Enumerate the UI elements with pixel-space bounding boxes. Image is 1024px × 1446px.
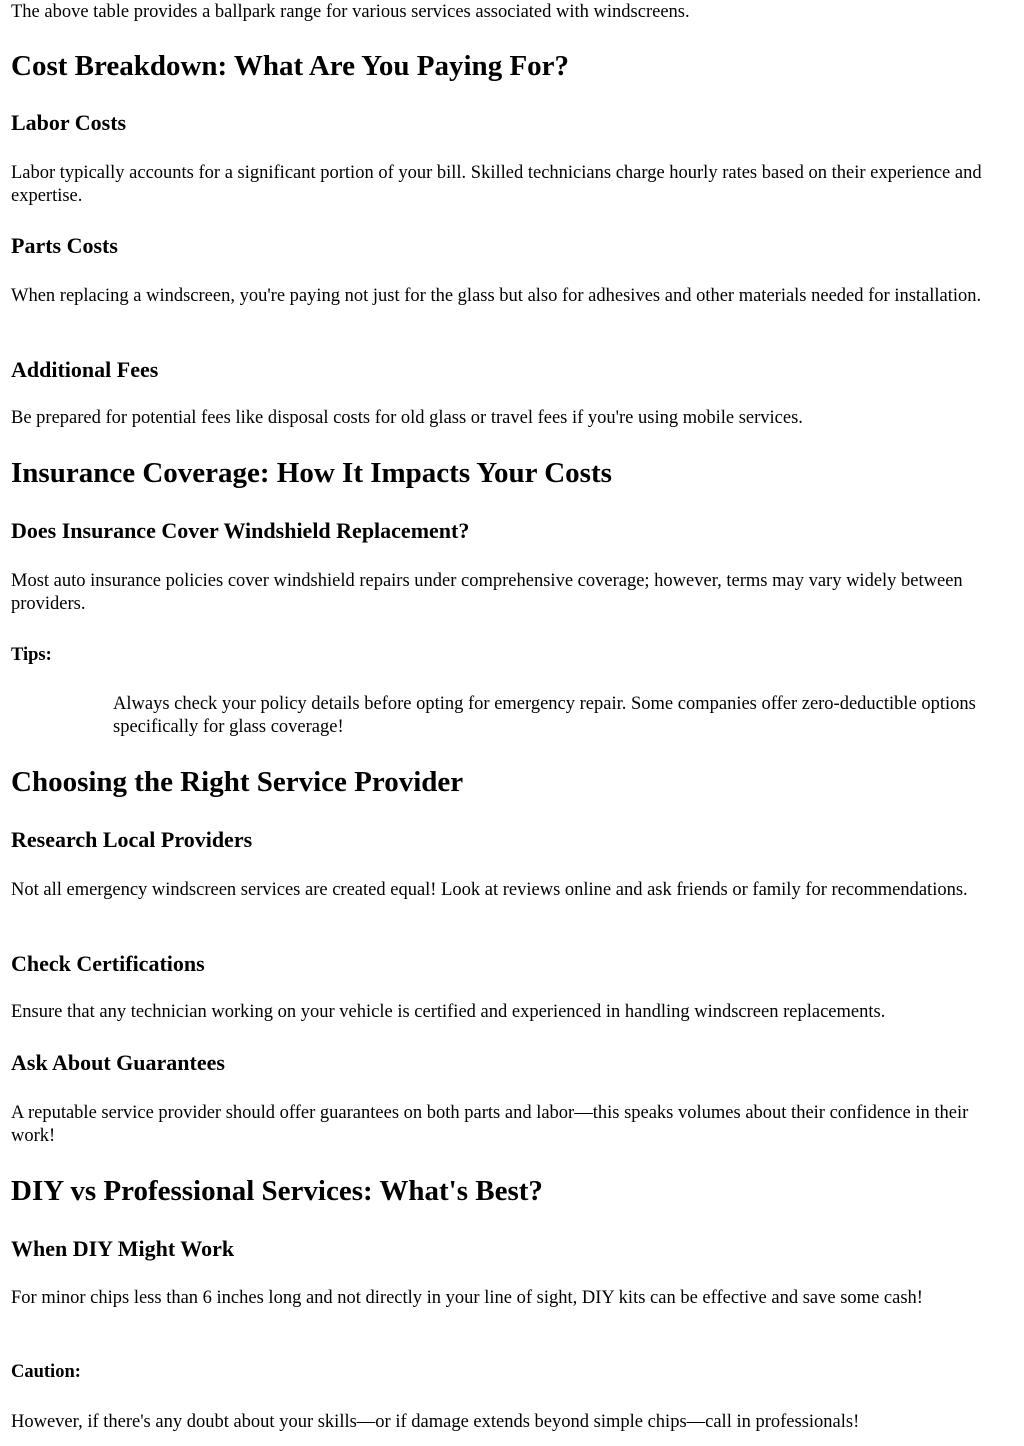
paragraph-when-diy: For minor chips less than 6 inches long and not directly in your line of sight, DIY kits can be effective and save some cash! bbox=[11, 1288, 923, 1308]
heading-check-certifications: Check Certifications bbox=[11, 951, 205, 976]
blockquote-tips: Always check your policy details before opting for emergency repair. Some companies offer zero-deductible options specifically for glass coverage! bbox=[113, 694, 976, 737]
intro-paragraph: The above table provides a ballpark range for various services associated with windscreens. bbox=[11, 2, 690, 22]
heading-labor-costs: Labor Costs bbox=[11, 110, 127, 135]
paragraph-caution: However, if there's any doubt about your skills—or if damage extends beyond simple chips—call in professionals! bbox=[11, 1412, 860, 1432]
paragraph-additional-fees: Be prepared for potential fees like disposal costs for old glass or travel fees if you're using mobile services. bbox=[11, 408, 803, 428]
heading-insurance-coverage: Insurance Coverage: How It Impacts Your Costs bbox=[11, 457, 612, 489]
heading-insurance-cover: Does Insurance Cover Windshield Replacement? bbox=[11, 518, 470, 543]
heading-when-diy: When DIY Might Work bbox=[11, 1236, 235, 1261]
heading-additional-fees: Additional Fees bbox=[11, 357, 159, 382]
heading-parts-costs: Parts Costs bbox=[11, 233, 118, 258]
paragraph-parts-costs: When replacing a windscreen, you're paying not just for the glass but also for adhesives and other materials needed for installation. bbox=[11, 286, 982, 306]
paragraph-research-providers: Not all emergency windscreen services are created equal! Look at reviews online and ask friends or family for recommendations. bbox=[11, 880, 968, 900]
paragraph-labor-costs: Labor typically accounts for a significant portion of your bill. Skilled technicians charge hourly rates based on their experience and expertise. bbox=[11, 163, 982, 206]
heading-choosing-provider: Choosing the Right Service Provider bbox=[11, 766, 464, 798]
paragraph-check-certifications: Ensure that any technician working on your vehicle is certified and experienced in handling windscreen replacements. bbox=[11, 1002, 886, 1022]
label-tips: Tips: bbox=[11, 645, 52, 665]
heading-ask-guarantees: Ask About Guarantees bbox=[11, 1050, 225, 1075]
heading-cost-breakdown: Cost Breakdown: What Are You Paying For? bbox=[11, 50, 570, 82]
heading-research-providers: Research Local Providers bbox=[11, 827, 253, 852]
paragraph-insurance-cover: Most auto insurance policies cover windshield repairs under comprehensive coverage; however, terms may vary widely between providers. bbox=[11, 571, 963, 614]
label-caution: Caution: bbox=[11, 1362, 81, 1382]
paragraph-ask-guarantees: A reputable service provider should offer guarantees on both parts and labor—this speaks volumes about their confidence in their work! bbox=[11, 1103, 969, 1146]
heading-diy-vs-professional: DIY vs Professional Services: What's Best? bbox=[11, 1175, 543, 1207]
